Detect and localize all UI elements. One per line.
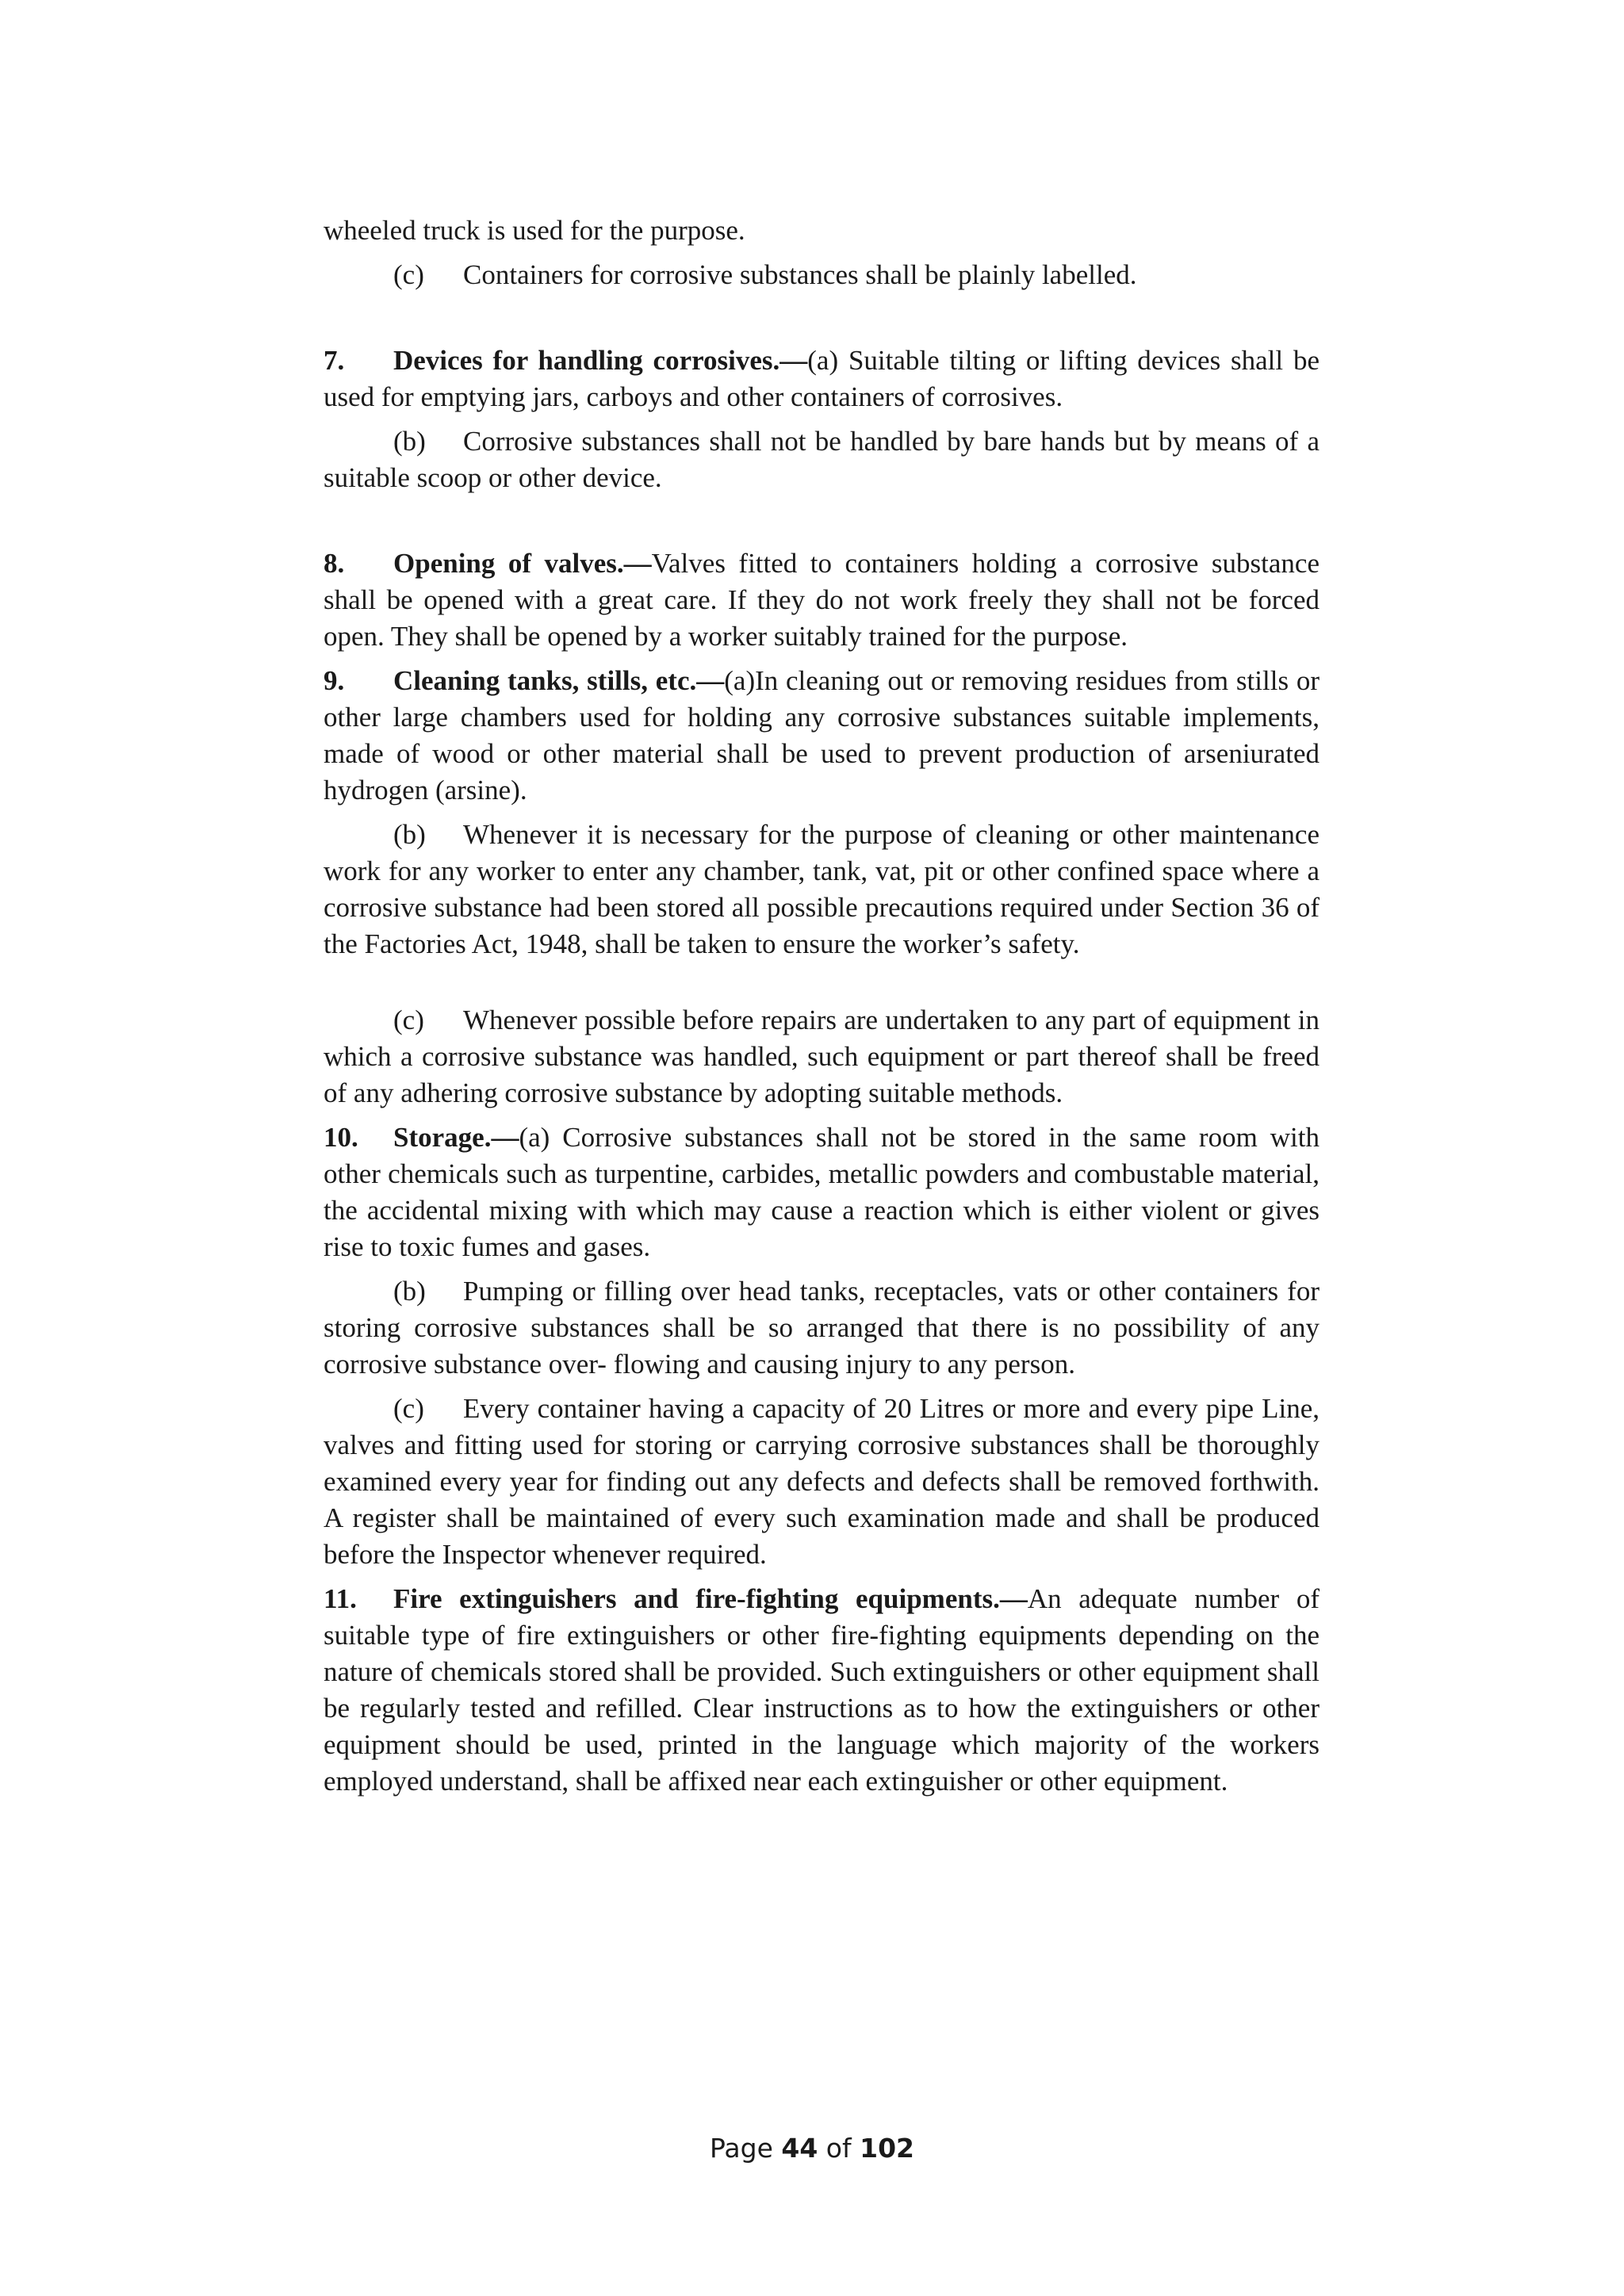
section-11: 11. Fire extinguishers and fire-fighting equipments.—An adequate number of suitable type of fire extinguishers or other fire-fighting equipments depending on the nature of chemicals stored shall be provided. Such extinguishers or other equipment shall be regularly tested and refilled. Clear instructions as to how the extinguishers or other equipment should be used, printed in the language which majority of the workers employed understand, shall be affixed near each extinguisher or other equipment.: [324, 1581, 1320, 1800]
clause-label: (b): [393, 819, 426, 850]
clause-label: (c): [393, 1004, 424, 1035]
section-10: 10. Storage.—(a) Corrosive substances shall not be stored in the same room with other chemicals such as turpentine, carbides, metallic powders and combustable material, the accidental mixing with which may cause a reaction which is either violent or gives rise to toxic fumes and gases.: [324, 1119, 1320, 1265]
total-page-count: 102: [860, 2133, 914, 2164]
continued-paragraph: wheeled truck is used for the purpose.: [324, 215, 745, 246]
clause-10c: (c) Every container having a capacity of 20 Litres or more and every pipe Line, valves and fitting used for storing or carrying corrosive substances shall be thoroughly examined every year for finding out any defects and defects shall be removed forthwith. A register shall be maintained of every such examination made and shall be produced before the Inspector whenever required.: [324, 1391, 1320, 1573]
current-page-number: 44: [781, 2133, 818, 2164]
section-number: 9.: [324, 665, 345, 696]
section-8: 8. Opening of valves.—Valves fitted to containers holding a corrosive substance shall be opened with a great care. If they do not work freely they shall not be forced open. They shall be opened by a worker suitably trained for the purpose.: [324, 545, 1320, 655]
section-number: 11.: [324, 1583, 357, 1614]
section-heading: Storage.—: [393, 1122, 519, 1153]
section-heading: Fire extinguishers and fire-fighting equipments.—: [393, 1583, 1028, 1614]
clause-label: (c): [393, 1393, 424, 1424]
page-number-footer: Page 44 of 102: [709, 2133, 914, 2164]
page-body: [324, 212, 1320, 1800]
clause-7b: (b) Corrosive substances shall not be handled by bare hands but by means of a suitable scoop or other device.: [324, 423, 1320, 496]
section-heading: Cleaning tanks, stills, etc.—: [393, 665, 725, 696]
clause-10b: (b) Pumping or filling over head tanks, receptacles, vats or other containers for storing corrosive substances shall be so arranged that there is no possibility of any corrosive substance over- flowing and causing injury to any person.: [324, 1273, 1320, 1383]
section-7: 7. Devices for handling corrosives.—(a) Suitable tilting or lifting devices shall be used for emptying jars, carboys and other containers of corrosives.: [324, 342, 1320, 415]
section-number: 7.: [324, 345, 345, 376]
clause-label: (b): [393, 1276, 426, 1307]
clause-6c: (c) Containers for corrosive substances shall be plainly labelled.: [324, 257, 1320, 293]
section-9: 9. Cleaning tanks, stills, etc.—(a)In cleaning out or removing residues from stills or other large chambers used for holding any corrosive substances suitable implements, made of wood or other material shall be used to prevent production of arseniurated hydrogen (arsine).: [324, 663, 1320, 809]
section-number: 8.: [324, 548, 345, 579]
clause-9b: (b) Whenever it is necessary for the purpose of cleaning or other maintenance work for any worker to enter any chamber, tank, vat, pit or other confined space where a corrosive substance had been stored all possible precautions required under Section 36 of the Factories Act, 1948, shall be taken to ensure the worker’s safety.: [324, 817, 1320, 962]
section-number: 10.: [324, 1122, 358, 1153]
section-heading: Devices for handling corrosives.—: [393, 345, 808, 376]
clause-label: (c): [393, 259, 424, 290]
clause-label: (b): [393, 426, 426, 457]
section-heading: Opening of valves.—: [393, 548, 652, 579]
clause-9c: (c) Whenever possible before repairs are undertaken to any part of equipment in which a corrosive substance was handled, such equipment or part thereof shall be freed of any adhering corrosive substance by adopting suitable methods.: [324, 1002, 1320, 1112]
